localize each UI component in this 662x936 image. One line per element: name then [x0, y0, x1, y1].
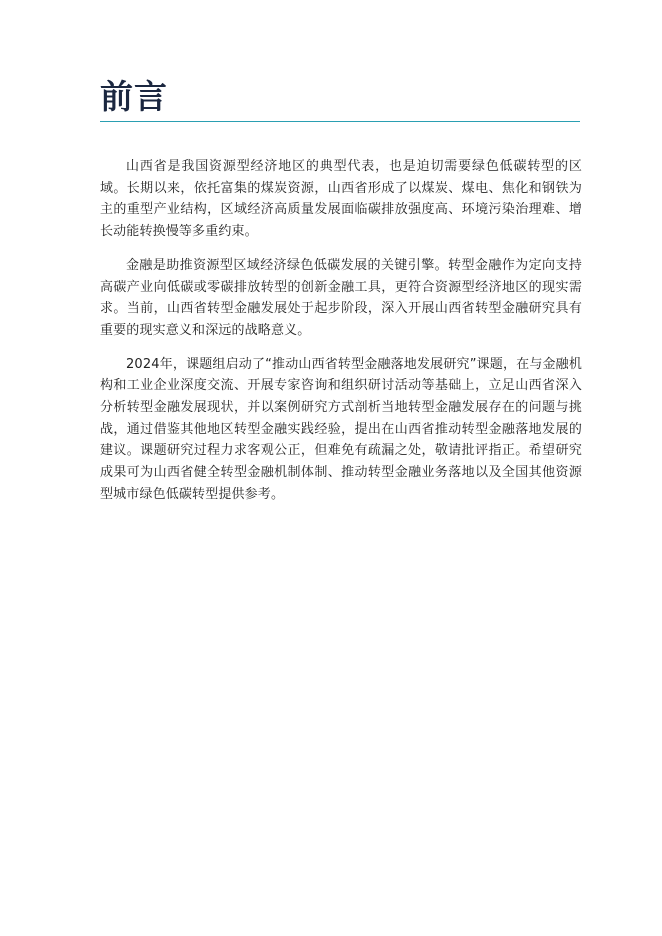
- title-divider: [100, 121, 580, 122]
- page-title: 前言: [100, 77, 168, 116]
- paragraph-3: 2024年，课题组启动了“推动山西省转型金融落地发展研究”课题，在与金融机构和工业企业深度交流、开展专家咨询和组织研讨活动等基础上，立足山西省深入分析转型金融发展现状，并以案例研究方式剖析当地转型金融发展存在的问题与挑战，通过借鉴其他地区转型金融实践经验，提出在山西省推动转型金融落地发展的建议。课题研究过程力求客观公正，但难免有疏漏之处，敬请批评指正。希望研究成果可为山西省健全转型金融机制体制、推动转型金融业务落地以及全国其他资源型城市绿色低碳转型提供参考。: [100, 356, 582, 502]
- paragraph-1: 山西省是我国资源型经济地区的典型代表，也是迫切需要绿色低碳转型的区域。长期以来，依托富集的煤炭资源，山西省形成了以煤炭、煤电、焦化和钢铁为主的重型产业结构，区域经济高质量发展面临碳排放强度高、环境污染治理难、增长动能转换慢等多重约束。: [100, 159, 582, 240]
- preface-body: [100, 156, 582, 518]
- paragraph-2: 金融是助推资源型区域经济绿色低碳发展的关键引擎。转型金融作为定向支持高碳产业向低碳或零碳排放转型的创新金融工具，更符合资源型经济地区的现实需求。当前，山西省转型金融发展处于起步阶段，深入开展山西省转型金融研究具有重要的现实意义和深远的战略意义。: [100, 257, 582, 338]
